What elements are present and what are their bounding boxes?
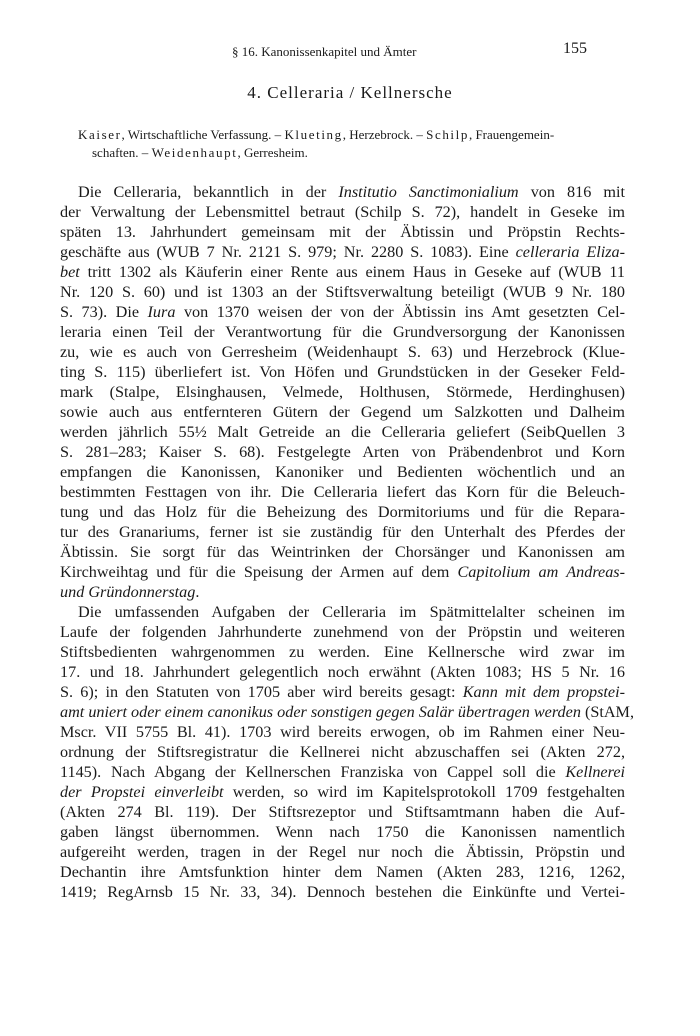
text-line: tung und das Holz für die Beheizung des Dormitoriums und für die Repara- <box>60 503 625 521</box>
text-line: leraria einen Teil der Verantwortung für die Grundversorgung der Kanonissen <box>60 323 625 341</box>
text-line: Die Celleraria, bekanntlich in der Institutio Sanctimonialium von 816 mit <box>78 183 625 201</box>
running-head: § 16. Kanonissenkapitel und Ämter <box>232 44 417 59</box>
text-line: mark (Stalpe, Elsinghausen, Velmede, Holthusen, Störmede, Herdinghusen) <box>60 383 625 401</box>
text-line: Nr. 120 S. 60) und ist 1303 an der Stiftsverwaltung beteiligt (WUB 9 Nr. 180 <box>60 283 625 301</box>
text-line: Kirchweihtag und für die Speisung der Armen auf dem Capitolium am Andreas- <box>60 563 625 581</box>
citation-text: schaften. – <box>92 145 152 160</box>
text-line: S. 6); in den Statuten von 1705 aber wird bereits gesagt: Kann mit dem propstei- <box>60 683 625 701</box>
author-name: Schilp <box>426 127 469 142</box>
body-text <box>60 182 634 902</box>
text-line: (Akten 274 Bl. 119). Der Stiftsrezeptor und Stiftsamtmann haben die Auf- <box>60 803 625 821</box>
text-line: ordnung der Stiftsregistratur die Kellnerei nicht abzuschaffen sei (Akten 272, <box>60 743 625 761</box>
text-line: bet tritt 1302 als Käuferin einer Rente aus einem Haus in Geseke auf (WUB 11 <box>60 263 625 281</box>
text-line: Äbtissin. Sie sorgt für das Weintrinken der Chorsänger und Kanonissen am <box>60 543 625 561</box>
text-line: der Verwaltung der Lebensmittel betraut (Schilp S. 72), handelt in Geseke im <box>60 203 625 221</box>
text-line: geschäfte aus (WUB 7 Nr. 2121 S. 979; Nr. 2280 S. 1083). Eine celleraria Eliza- <box>60 243 626 261</box>
author-name: Kaiser <box>78 127 122 142</box>
text-line: Laufe der folgenden Jahrhunderte zunehmend von der Pröpstin und weiteren <box>60 623 625 641</box>
citation-text: , Herzebrock. – <box>342 127 427 142</box>
text-line: aufgereiht werden, tragen in der Regel nur noch die Äbtissin, Pröpstin und <box>60 843 625 861</box>
text-line: S. 281–283; Kaiser S. 68). Festgelegte Arten von Präbendenbrot und Korn <box>60 443 625 461</box>
text-line: 1419; RegArnsb 15 Nr. 33, 34). Dennoch bestehen die Einkünfte und Vertei- <box>60 883 625 901</box>
text-line: ting S. 115) überliefert ist. Von Höfen und Grundstücken in der Geseker Feld- <box>60 363 625 381</box>
text-line: Die umfassenden Aufgaben der Celleraria im Spätmittelalter scheinen im <box>78 603 625 621</box>
citation-text: , Frauengemein- <box>468 127 555 142</box>
text-line: empfangen die Kanonissen, Kanoniker und Bedienten wöchentlich und an <box>60 463 625 481</box>
text-line: werden jährlich 55½ Malt Getreide an die Celleraria geliefert (SeibQuellen 3 <box>60 423 625 441</box>
citation-text: , Wirtschaftliche Verfassung. – <box>121 127 285 142</box>
text-line: sowie auch aus entfernteren Gütern der Gegend um Salzkotten und Dalheim <box>60 403 625 421</box>
text-line: und Gründonnerstag. <box>60 583 200 601</box>
author-name: Klueting <box>284 127 343 142</box>
text-line: Dechantin ihre Amtsfunktion hinter dem Namen (Akten 283, 1216, 1262, <box>60 863 625 881</box>
bibliography-line <box>78 144 640 162</box>
author-name: Weidenhaupt <box>151 145 238 160</box>
bibliography-note <box>78 126 640 162</box>
text-line: zu, wie es auch von Gerresheim (Weidenhaupt S. 63) und Herzebrock (Klue- <box>60 343 625 361</box>
citation-text: , Gerresheim. <box>237 145 308 160</box>
text-line: tur des Granariums, ferner ist sie zuständig für den Unterhalt des Pferdes der <box>60 523 625 541</box>
page-number: 155 <box>563 40 587 57</box>
text-line: 17. und 18. Jahrhundert gelegentlich noch erwähnt (Akten 1083; HS 5 Nr. 16 <box>60 663 625 681</box>
text-line: gaben längst übernommen. Wenn nach 1750 die Kanonissen namentlich <box>60 823 625 841</box>
text-line: 1145). Nach Abgang der Kellnerschen Franziska von Cappel soll die Kellnerei <box>60 763 625 781</box>
text-line: S. 73). Die Iura von 1370 weisen der von der Äbtissin ins Amt gesetzten Cel- <box>60 303 625 321</box>
text-line: amt uniert oder einem canonikus oder sonstigen gegen Salär übertragen werden (StAM, <box>60 703 634 721</box>
text-line: Mscr. VII 5755 Bl. 41). 1703 wird bereits erwogen, ob im Rahmen einer Neu- <box>60 723 625 741</box>
text-line: bestimmten Festtagen von ihr. Die Celleraria liefert das Korn für die Beleuch- <box>60 483 625 501</box>
bibliography-line <box>78 126 640 144</box>
text-line: der Propstei einverleibt werden, so wird im Kapitelsprotokoll 1709 festgehalten <box>60 783 625 801</box>
text-line: Stiftsbedienten wahrgenommen zu werden. Eine Kellnersche wird zwar im <box>60 643 625 661</box>
text-line: späten 13. Jahrhundert gemeinsam mit der Äbtissin und Pröpstin Rechts- <box>60 223 625 241</box>
section-title: 4. Celleraria / Kellnersche <box>247 83 453 102</box>
